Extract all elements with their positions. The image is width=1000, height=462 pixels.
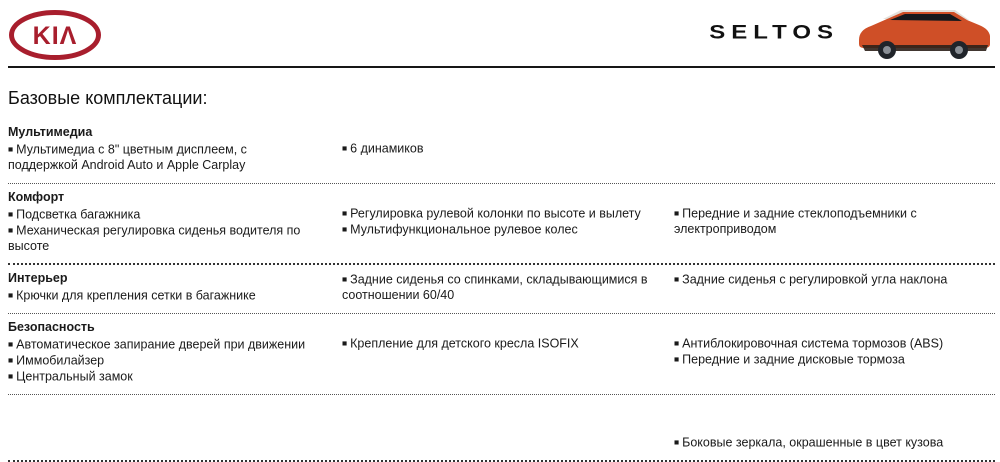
- feature-item: ■ Боковые зеркала, окрашенные в цвет кузова: [674, 435, 944, 450]
- section-column: [8, 271, 342, 304]
- car-rear-hub: [955, 46, 963, 54]
- feature-item: ■ Мультифункциональное рулевое колес: [342, 222, 578, 236]
- section-row: [8, 395, 995, 462]
- bullet-square-icon: ■: [674, 354, 680, 364]
- section-title: Интерьер: [8, 271, 68, 285]
- section-row: [8, 265, 995, 314]
- section-column: [342, 271, 674, 304]
- section-column: [342, 125, 674, 174]
- section-column: [674, 320, 995, 385]
- bullet-square-icon: ■: [8, 371, 14, 381]
- bullet-square-icon: ■: [342, 143, 348, 153]
- section-row: [8, 119, 995, 184]
- feature-item: ■ 6 динамиков: [342, 141, 424, 156]
- feature-item: ■ Антиблокировочная система тормозов (ABS): [674, 336, 944, 351]
- section-column: [342, 419, 674, 451]
- car-front-hub: [883, 46, 891, 54]
- feature-item: ■ Передние и задние дисковые тормоза: [674, 352, 905, 367]
- bullet-square-icon: ■: [8, 355, 14, 365]
- bullet-square-icon: ■: [8, 208, 14, 219]
- feature-item: ■ Крючки для крепления сетки в багажнике: [8, 288, 256, 303]
- section-column: [8, 419, 342, 451]
- section-row: [8, 314, 995, 395]
- section-row: [8, 184, 995, 266]
- bullet-square-icon: ■: [674, 338, 680, 348]
- section-column: [674, 271, 995, 304]
- bullet-square-icon: ■: [8, 290, 14, 300]
- features-table: [8, 119, 995, 462]
- kia-logo-text: KIΛ: [32, 22, 78, 50]
- section-column: [8, 125, 342, 174]
- section-column: [674, 125, 995, 174]
- section-title: Комфорт: [8, 189, 65, 204]
- section-column: [8, 190, 342, 255]
- feature-item: ■ Иммобилайзер: [8, 353, 105, 368]
- bullet-square-icon: ■: [342, 207, 348, 218]
- section-column: [674, 419, 995, 451]
- bullet-square-icon: ■: [342, 274, 348, 284]
- bullet-square-icon: ■: [674, 437, 680, 447]
- bullet-square-icon: ■: [8, 144, 14, 154]
- bullet-square-icon: ■: [674, 274, 680, 284]
- page-header: [8, 0, 995, 68]
- section-column: [674, 190, 995, 255]
- section-column: [342, 320, 674, 385]
- bullet-square-icon: ■: [8, 224, 14, 235]
- feature-item: ■ Подсветка багажника: [8, 207, 141, 221]
- bullet-square-icon: ■: [342, 338, 348, 348]
- page-title: Базовые комплектации:: [8, 88, 208, 108]
- section-title: Мультимедиа: [8, 125, 93, 139]
- feature-item: ■ Задние сиденья с регулировкой угла наклона: [674, 272, 948, 287]
- feature-item: ■ Крепление для детского кресла ISOFIX: [342, 336, 579, 351]
- seltos-logotype: SELTOS: [709, 21, 839, 44]
- bullet-square-icon: ■: [342, 223, 348, 234]
- bullet-square-icon: ■: [674, 207, 680, 218]
- bullet-square-icon: ■: [8, 339, 14, 349]
- feature-item: ■ Задние сиденья со спинками, складывающимися в соотношении 60/40: [342, 272, 648, 302]
- section-column: [342, 190, 674, 255]
- feature-item: ■ Центральный замок: [8, 369, 133, 384]
- feature-item: ■ Мультимедиа с 8" цветным дисплеем, с поддержкой Android Auto и Apple Carplay: [8, 142, 247, 172]
- section-title: Безопасность: [8, 320, 95, 334]
- seltos-car-image: [853, 5, 993, 63]
- section-column: [8, 320, 342, 385]
- feature-item: ■ Регулировка рулевой колонки по высоте и вылету: [342, 206, 641, 220]
- feature-item: ■ Передние и задние стеклоподъемники с электроприводом: [674, 206, 917, 236]
- kia-logo: [8, 9, 102, 61]
- feature-item: ■ Автоматическое запирание дверей при движении: [8, 337, 306, 352]
- feature-item: ■ Механическая регулировка сиденья водителя по высоте: [8, 223, 301, 253]
